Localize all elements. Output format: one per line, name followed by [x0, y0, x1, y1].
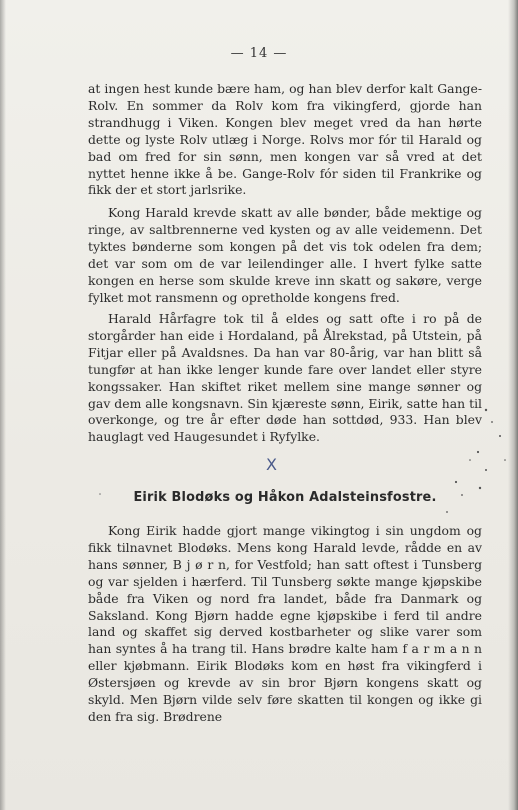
- paragraph-text: at ingen hest kunde bære ham, og han blev derfor kalt Gange-Rolv. En sommer da Rolv kom fra vikingferd, gjorde han strandhugg i Viken. Kongen blev meget vred da han hørte dette og lyste Rolv utlæg i Norge. Rolvs mor fór til Harald og bad om fred for sin sønn, men kongen var så vred at det nyttet henne ikke å be. Gange-Rolv fór siden til Frankrike og fikk der et stort jarlsrike.: [88, 81, 482, 198]
- paragraph-text: Kong Harald krevde skatt av alle bønder, både mektige og ringe, av saltbrennerne ved kysten og av alle veidemenn. Det tyktes bønderne som kongen på det vis tok odelen fra dem; det var som om de var leilendinger alle. I hvert fylke satte kongen en herse som skulde kreve inn skatt og sakøre, verge fylket mot ransmenn og opretholde kongens fred.: [88, 205, 482, 305]
- paragraph-text: Harald Hårfagre tok til å eldes og satt ofte i ro på de storgårder han eide i Hordaland, på Ålrekstad, på Utstein, på Fitjar eller på Avaldsnes. Da han var 80-årig, var han blitt så tungfør at han ikke lenger kunde fare over landet eller styre kongssaker. Han skiftet riket mellem sine mange sønner og gav dem alle kongsnavn. Sin kjæreste sønn, Eirik, satte han til overkonge, og tre år efter døde han sottdød, 933. Han blev hauglagt ved Haugesundet i Ryfylke.: [88, 311, 482, 445]
- paragraph-text: Kong Eirik hadde gjort mange vikingtog i sin ungdom og fikk tilnavnet Blodøks. Mens kong Harald levde, rådde en av hans sønner, B j ø r n, for Vestfold; han satt oftest i Tunsberg og var sjelden i hærferd. Til Tunsberg søkte mange kjøpskibe både fra Viken og nord fra landet, både fra Danmark og Saksland. Kong Bjørn hadde egne kjøpskibe i ferd til andre land og skaffet sig derved kostbarheter og slike varer som han syntes å ha trang til. Hans brødre kalte ham f a r m a n n eller kjøbmann. Eirik Blodøks kom en høst fra vikingferd i Østersjøen og krevde av sin bror Bjørn kongens skatt og skyld. Men Bjørn vilde selv føre skatten til kongen og ikke gi den fra sig. Brødrene: [88, 523, 482, 724]
- pencil-mark-x: X: [266, 455, 277, 474]
- page-number: — 14 —: [230, 46, 288, 61]
- section-heading: Eirik Blodøks og Håkon Adalsteinsfostre.: [133, 490, 437, 505]
